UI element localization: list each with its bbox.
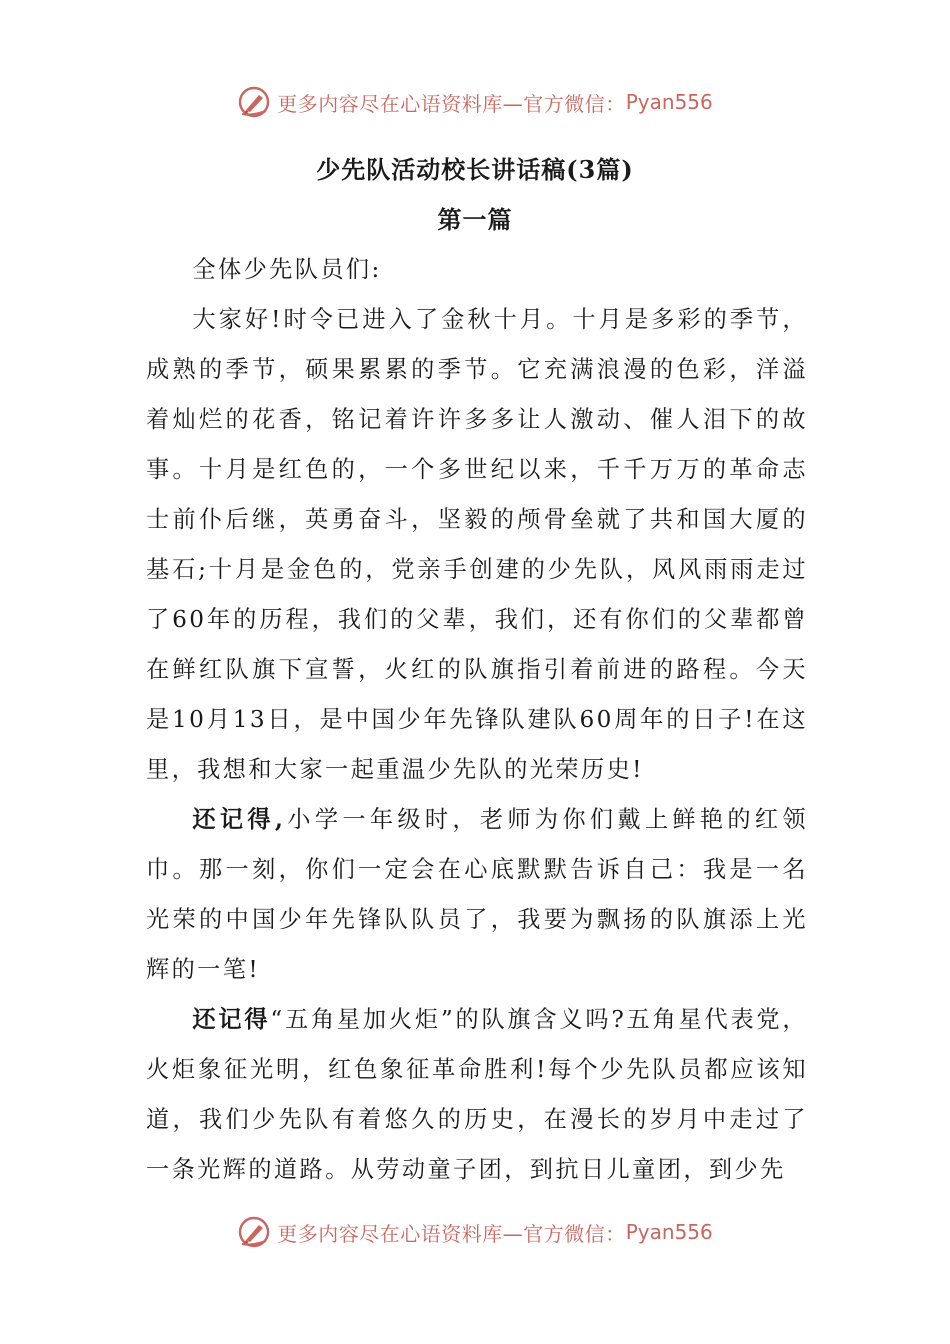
header-watermark bbox=[0, 82, 950, 122]
watermark-wechat-id: Pyan556 bbox=[625, 1220, 713, 1244]
document-body bbox=[146, 245, 808, 1195]
pen-nib-logo-icon bbox=[237, 85, 271, 119]
footer-watermark bbox=[0, 1212, 950, 1252]
section-title: 第一篇 bbox=[437, 205, 513, 234]
paragraph: 还记得“五角星加火炬”的队旗含义吗?五角星代表党，火炬象征光明，红色象征革命胜利!每个少先队员都应该知道，我们少先队有着悠久的历史，在漫长的岁月中走过了一条光辉的道路。从劳动童子团，到抗日儿童团，到少先 bbox=[146, 1006, 808, 1183]
paragraph: 大家好!时令已进入了金秋十月。十月是多彩的季节，成熟的季节，硕果累累的季节。它充满浪漫的色彩，洋溢着灿烂的花香，铭记着许许多多让人激动、催人泪下的故事。十月是红色的，一个多世纪以来，千千万万的革命志士前仆后继，英勇奋斗，坚毅的颅骨垒就了共和国大厦的基石;十月是金色的，党亲手创建的少先队，风风雨雨走过了60年的历程，我们的父辈，我们，还有你们的父辈都曾在鲜红队旗下宣誓，火红的队旗指引着前进的路程。今天是10月13日，是中国少年先锋队建队60周年的日子!在这里，我想和大家一起重温少先队的光荣历史! bbox=[146, 306, 808, 783]
paragraph-lead: 还记得, bbox=[192, 806, 286, 833]
paragraph-lead: 还记得 bbox=[192, 1006, 271, 1033]
pen-nib-logo-icon bbox=[237, 1215, 271, 1249]
salutation: 全体少先队员们: bbox=[192, 256, 382, 283]
watermark-text: 更多内容尽在心语资料库—官方微信： bbox=[277, 91, 626, 116]
document-title: 少先队活动校长讲话稿(3篇) bbox=[316, 155, 634, 184]
paragraph: 还记得,小学一年级时，老师为你们戴上鲜艳的红领巾。那一刻，你们一定会在心底默默告诉自己：我是一名光荣的中国少年先锋队队员了，我要为飘扬的队旗添上光辉的一笔! bbox=[146, 806, 808, 983]
watermark-text: 更多内容尽在心语资料库—官方微信： bbox=[277, 1221, 626, 1246]
watermark-wechat-id: Pyan556 bbox=[625, 90, 713, 114]
